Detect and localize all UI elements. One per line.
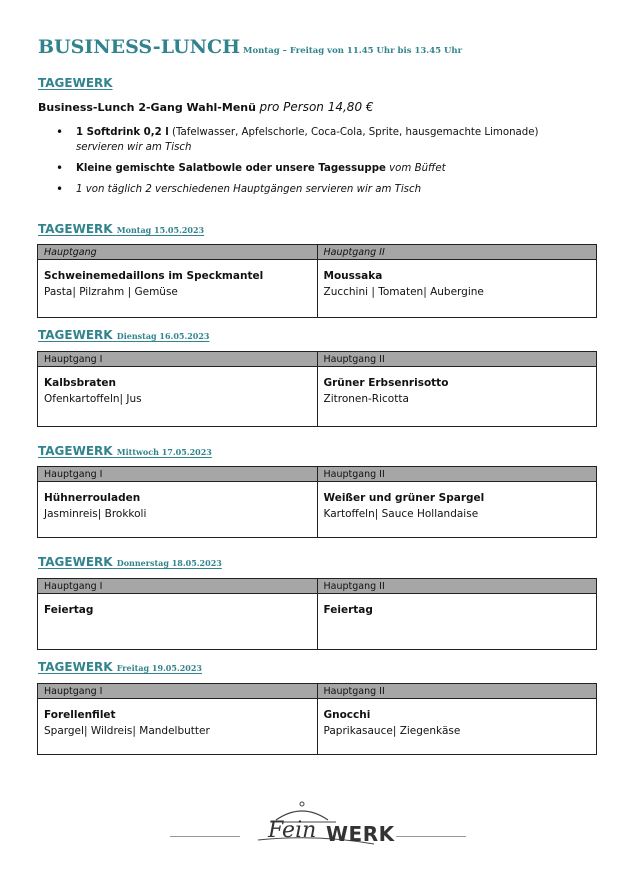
column-header: Hauptgang II: [317, 352, 597, 367]
menu-cell: Hühnerrouladen Jasminreis| Brokkoli: [38, 482, 318, 538]
day-table: [37, 578, 597, 650]
column-header: Hauptgang II: [317, 684, 597, 699]
menu-cell: Weißer und grüner Spargel Kartoffeln| Sauce Hollandaise: [317, 482, 597, 538]
logo-bold: WERK: [326, 822, 395, 846]
day-heading: TAGEWERK Donnerstag 18.05.2023: [38, 555, 222, 569]
day-table: [37, 683, 597, 755]
menu-cell: Forellenfilet Spargel| Wildreis| Mandelbutter: [38, 699, 318, 755]
day-table: [37, 351, 597, 427]
column-header: Hauptgang II: [317, 467, 597, 482]
page-title: [38, 36, 462, 58]
title-main: BUSINESS-LUNCH: [38, 36, 241, 58]
bullet-item: • 1 Softdrink 0,2 l (Tafelwasser, Apfelschorle, Coca-Cola, Sprite, hausgemachte Limonade) servieren wir am Tisch: [38, 125, 538, 155]
day-heading: TAGEWERK Dienstag 16.05.2023: [38, 328, 210, 342]
day-heading: TAGEWERK Montag 15.05.2023: [38, 222, 205, 236]
column-header: Hauptgang I: [38, 579, 318, 594]
offer-line: [38, 100, 374, 114]
column-header: Hauptgang II: [317, 245, 597, 260]
offer-bullets: [38, 125, 538, 203]
column-header: Hauptgang: [38, 245, 318, 260]
bullet-item: • 1 von täglich 2 verschiedenen Hauptgängen servieren wir am Tisch: [38, 182, 538, 197]
day-heading: TAGEWERK Mittwoch 17.05.2023: [38, 444, 212, 458]
title-hours: Montag – Freitag von 11.45 Uhr bis 13.45 Uhr: [243, 46, 463, 56]
menu-cell: Kalbsbraten Ofenkartoffeln| Jus: [38, 367, 318, 427]
column-header: Hauptgang I: [38, 684, 318, 699]
column-header: Hauptgang II: [317, 579, 597, 594]
menu-cell: Schweinemedaillons im Speckmantel Pasta| Pilzrahm | Gemüse: [38, 260, 318, 318]
menu-cell: Moussaka Zucchini | Tomaten| Aubergine: [317, 260, 597, 318]
logo-divider: [170, 836, 240, 837]
feinwerk-logo: [170, 798, 466, 858]
menu-cell: Feiertag: [38, 594, 318, 650]
menu-cell: Grüner Erbsenrisotto Zitronen-Ricotta: [317, 367, 597, 427]
offer-price: pro Person 14,80 €: [259, 100, 374, 114]
bullet-item: • Kleine gemischte Salatbowle oder unsere Tagessuppe vom Büffet: [38, 161, 538, 176]
column-header: Hauptgang I: [38, 467, 318, 482]
offer-name: Business-Lunch 2-Gang Wahl-Menü: [38, 101, 256, 114]
logo-divider: [396, 836, 466, 837]
menu-cell: Gnocchi Paprikasauce| Ziegenkäse: [317, 699, 597, 755]
day-table: [37, 466, 597, 538]
logo-script: Fein: [268, 818, 317, 843]
intro-section-heading: TAGEWERK: [38, 76, 113, 90]
day-heading: TAGEWERK Freitag 19.05.2023: [38, 660, 202, 674]
menu-cell: Feiertag: [317, 594, 597, 650]
day-table: [37, 244, 597, 318]
column-header: Hauptgang I: [38, 352, 318, 367]
